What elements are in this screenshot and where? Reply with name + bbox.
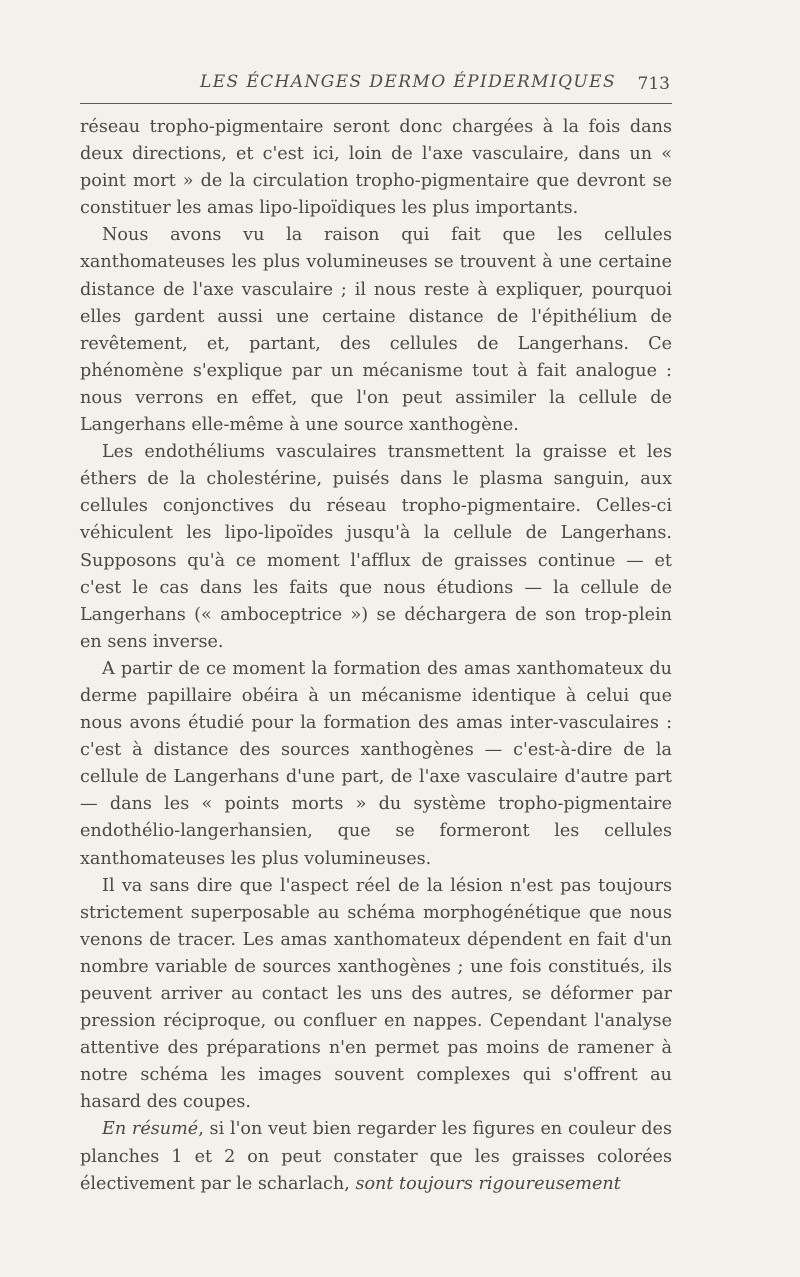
body-text <box>80 114 672 1198</box>
summary-text: , si l'on veut bien regarder les figures en couleur des planches 1 et 2 on peut constater que les graisses colorées électivement par le scharlach, <box>80 1119 673 1194</box>
paragraph-6 <box>80 1116 672 1197</box>
paragraph-1: réseau tropho-pigmentaire seront donc chargées à la fois dans deux directions, et c'est ici, loin de l'axe vasculaire, dans un « point mort » de la circulation tropho-pigmentaire que devront se constituer les amas lipo-lipoïdiques les plus importants. <box>80 117 672 219</box>
paragraph-3: Les endothéliums vasculaires transmettent la graisse et les éthers de la cholestérine, puisés dans le plasma sanguin, aux cellules conjonctives du réseau tropho-pigmentaire. Celles-ci véhiculent les lipo-lipoïdes jusqu'à la cellule de Langerhans. Supposons qu'à ce moment l'afflux de graisses continue — et c'est le cas dans les faits que nous étudions — la cellule de Langerhans (« amboceptrice ») se déchargera de son trop-plein en sens inverse. <box>80 442 672 652</box>
summary-lead-italic: En résumé <box>102 1119 199 1140</box>
header-rule <box>80 103 672 104</box>
paragraph-5: Il va sans dire que l'aspect réel de la lésion n'est pas toujours strictement superposable au schéma morphogénétique que nous venons de tracer. Les amas xanthomateux dépendent en fait d'un nombre variable de sources xanthogènes ; une fois constitués, ils peuvent arriver au contact les uns des autres, se déformer par pression réciproque, ou confluer en nappes. Cependant l'analyse attentive des préparations n'en permet pas moins de ramener à notre schéma les images souvent complexes qui s'offrent au hasard des coupes. <box>80 875 672 1113</box>
page-number: 713 <box>637 74 670 94</box>
paragraph-2: Nous avons vu la raison qui fait que les cellules xanthomateuses les plus volumineuses se trouvent à une certaine distance de l'axe vasculaire ; il nous reste à expliquer, pourquoi elles gardent aussi une certaine distance de l'épithélium de revêtement, et, partant, des cellules de Langerhans. Ce phénomène s'explique par un mécanisme tout à fait analogue : nous verrons en effet, que l'on peut assimiler la cellule de Langerhans elle-même à une source xanthogène. <box>80 225 672 436</box>
page-header <box>80 72 672 102</box>
paragraph-4: A partir de ce moment la formation des amas xanthomateux du derme papillaire obéira à un mécanisme identique à celui que nous avons étudié pour la formation des amas inter-vasculaires : c'est à distance des sources xanthogènes — c'est-à-dire de la cellule de Langerhans d'une part, de l'axe vasculaire d'autre part — dans les « points morts » du système tropho-pigmentaire endothélio-langerhansien, que se formeront les cellules xanthomateuses les plus volumineuses. <box>80 658 672 869</box>
running-title: LES ÉCHANGES DERMO ÉPIDERMIQUES <box>200 72 617 92</box>
summary-trail-italic: sont toujours rigoureusement <box>355 1173 621 1194</box>
